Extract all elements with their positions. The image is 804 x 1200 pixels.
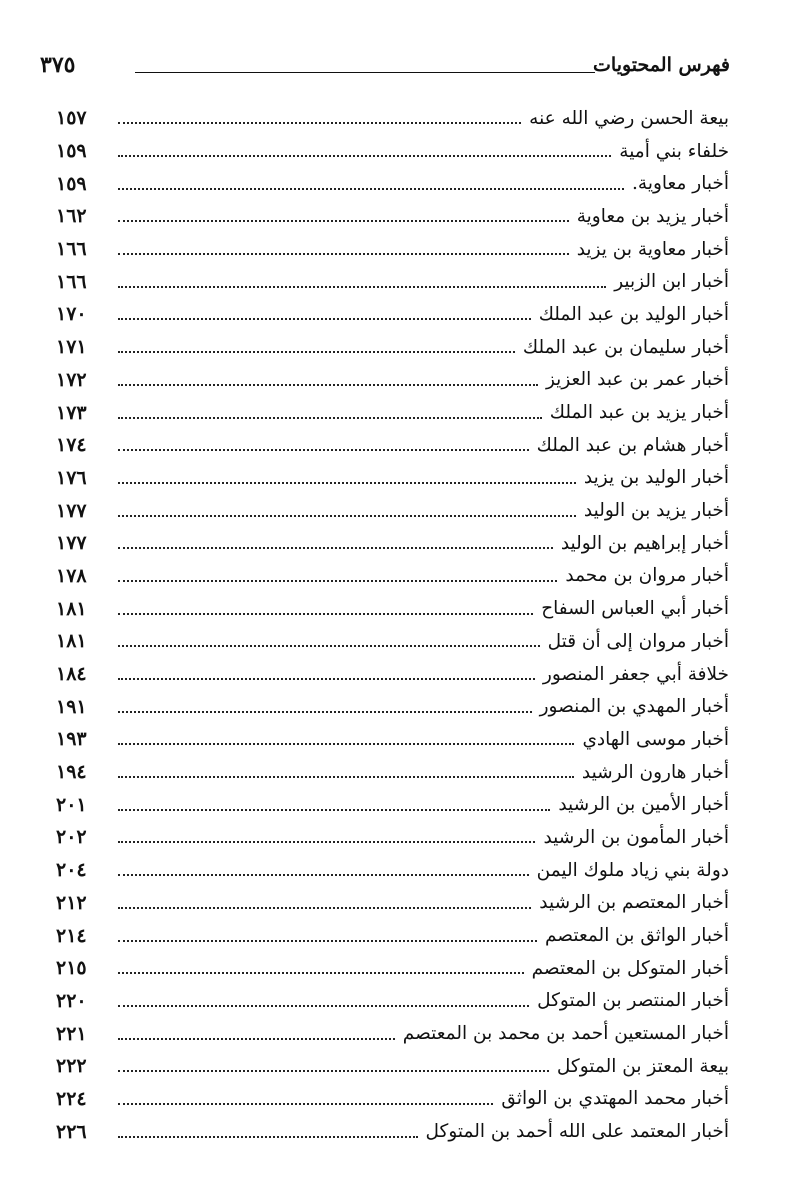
toc-leader-dots [118,253,569,255]
toc-entry-title: بيعة المعتز بن المتوكل [556,1055,729,1077]
toc-leader-dots [118,972,524,974]
toc-leader-dots [118,940,537,942]
toc-leader-dots [118,1136,418,1138]
toc-entry-page: ١٧٧ [56,532,87,555]
toc-leader-dots [118,1103,493,1105]
toc-leader-dots [118,351,515,353]
toc-entry [56,462,729,495]
toc-leader-dots [118,449,529,451]
toc-entry-title: أخبار هارون الرشيد [581,761,729,783]
toc-entry-page: ١٦٢ [56,205,87,228]
toc-entry [56,1050,729,1083]
toc-entry [56,854,729,887]
toc-entry-title: أخبار يزيد بن معاوية [576,205,729,227]
toc-entry-page: ٢٢٠ [56,989,87,1012]
toc-entry-page: ١٧٢ [56,368,87,391]
toc-leader-dots [118,907,531,909]
toc-entry-page: ١٥٩ [56,140,87,163]
toc-entry [56,821,729,854]
page-header [40,50,730,84]
toc-leader-dots [118,1005,529,1007]
toc-entry [56,1115,729,1148]
toc-entry-page: ٢٠٢ [56,826,87,849]
toc-entry-title: أخبار معاوية. [632,173,729,195]
toc-entry-title: أخبار المعتمد على الله أحمد بن المتوكل [425,1121,729,1143]
toc-entry [56,233,729,266]
toc-leader-dots [118,122,521,124]
toc-leader-dots [118,874,529,876]
toc-entry-title: أخبار موسى الهادي [582,728,729,750]
toc-leader-dots [118,318,531,320]
toc-entry-page: ١٧٨ [56,564,87,587]
toc-entry-title: أخبار هشام بن عبد الملك [536,434,729,456]
toc-entry-page: ٢٢٢ [56,1055,87,1078]
toc-entry [56,625,729,658]
toc-entry [56,396,729,429]
toc-leader-dots [118,776,574,778]
toc-leader-dots [118,155,611,157]
toc-entry-title: أخبار مروان إلى أن قتل [547,630,729,652]
toc-entry [56,723,729,756]
toc-entry-title: أخبار المستعين أحمد بن محمد بن المعتصم [402,1023,729,1045]
toc-entry-page: ١٧٦ [56,466,87,489]
toc-entry-page: ٢٢٤ [56,1087,87,1110]
toc-entry-page: ١٨١ [56,630,87,653]
toc-entry [56,298,729,331]
toc-leader-dots [118,1070,549,1072]
toc-leader-dots [118,613,533,615]
toc-entry-page: ١٦٦ [56,238,87,261]
toc-leader-dots [118,580,557,582]
toc-entry [56,690,729,723]
toc-leader-dots [118,711,532,713]
toc-entry-title: خلافة أبي جعفر المنصور [542,663,729,685]
toc-entry-page: ٢١٢ [56,891,87,914]
toc-entry-page: ٢٢٦ [56,1120,87,1143]
toc-entry [56,527,729,560]
toc-entry [56,429,729,462]
toc-entry-page: ١٧٠ [56,303,87,326]
toc-leader-dots [118,286,606,288]
toc-entry-title: أخبار سليمان بن عبد الملك [522,336,729,358]
toc-leader-dots [118,220,569,222]
toc-entry-title: أخبار الوليد بن عبد الملك [538,303,729,325]
toc-entry-title: أخبار المعتصم بن الرشيد [539,892,729,914]
toc-entry-page: ١٥٩ [56,172,87,195]
toc-leader-dots [118,417,542,419]
toc-entry [56,788,729,821]
toc-leader-dots [118,678,535,680]
toc-entry-page: ١٧٤ [56,434,87,457]
toc-leader-dots [118,809,550,811]
toc-leader-dots [118,547,553,549]
toc-leader-dots [118,645,540,647]
toc-entry [56,985,729,1018]
toc-entry-title: دولة بني زياد ملوك اليمن [536,859,729,881]
toc-entry-title: أخبار محمد المهتدي بن الواثق [501,1088,729,1110]
toc-entry-page: ١٩٣ [56,728,87,751]
toc-entry [56,756,729,789]
toc-entry [56,560,729,593]
toc-leader-dots [118,515,576,517]
toc-entry-page: ٢١٤ [56,924,87,947]
table-of-contents [56,102,729,1148]
toc-entry [56,887,729,920]
toc-entry [56,200,729,233]
header-rule [135,72,595,73]
toc-leader-dots [118,1038,395,1040]
page-number: ٣٧٥ [40,52,76,78]
toc-entry-page: ١٩١ [56,695,87,718]
toc-entry-page: ١٧٣ [56,401,87,424]
toc-entry-page: ٢٠١ [56,793,87,816]
toc-entry [56,494,729,527]
toc-entry-title: أخبار مروان بن محمد [565,565,729,587]
toc-entry-page: ١٨٤ [56,663,87,686]
toc-entry-page: ١٨١ [56,597,87,620]
toc-leader-dots [118,743,574,745]
toc-entry-title: أخبار المهدي بن المنصور [539,696,729,718]
toc-entry-title: أخبار يزيد بن الوليد [583,500,729,522]
toc-entry [56,102,729,135]
toc-entry [56,1017,729,1050]
toc-leader-dots [118,841,535,843]
toc-entry-page: ١٥٧ [56,107,87,130]
toc-entry [56,919,729,952]
toc-entry-page: ١٦٦ [56,270,87,293]
toc-entry [56,265,729,298]
toc-leader-dots [118,188,624,190]
toc-entry [56,331,729,364]
toc-entry-title: أخبار المتوكل بن المعتصم [531,957,729,979]
toc-entry-page: ١٩٤ [56,761,87,784]
toc-entry-title: أخبار ابن الزبير [614,271,729,293]
toc-entry [56,364,729,397]
toc-entry-title: أخبار عمر بن عبد العزيز [545,369,729,391]
toc-entry [56,952,729,985]
toc-entry-title: خلفاء بني أمية [619,140,729,162]
toc-entry-page: ٢٢١ [56,1022,87,1045]
toc-entry-page: ١٧٧ [56,499,87,522]
toc-entry-title: أخبار المنتصر بن المتوكل [537,990,729,1012]
toc-entry-title: بيعة الحسن رضي الله عنه [529,107,729,129]
toc-entry [56,167,729,200]
toc-entry [56,1083,729,1116]
toc-entry [56,658,729,691]
toc-entry-title: أخبار معاوية بن يزيد [576,238,729,260]
toc-entry-page: ١٧١ [56,336,87,359]
toc-entry-title: أخبار إبراهيم بن الوليد [560,532,729,554]
toc-entry-page: ٢١٥ [56,957,87,980]
toc-entry-title: أخبار أبي العباس السفاح [541,598,729,620]
toc-entry [56,592,729,625]
toc-entry-title: أخبار الوليد بن يزيد [583,467,729,489]
toc-entry-page: ٢٠٤ [56,859,87,882]
toc-entry-title: أخبار الأمين بن الرشيد [558,794,729,816]
page-title: فهرس المحتويات [593,54,730,76]
toc-entry [56,135,729,168]
toc-leader-dots [118,482,576,484]
toc-entry-title: أخبار يزيد بن عبد الملك [549,402,729,424]
toc-entry-title: أخبار المأمون بن الرشيد [543,826,729,848]
toc-entry-title: أخبار الواثق بن المعتصم [545,925,729,947]
toc-leader-dots [118,384,538,386]
